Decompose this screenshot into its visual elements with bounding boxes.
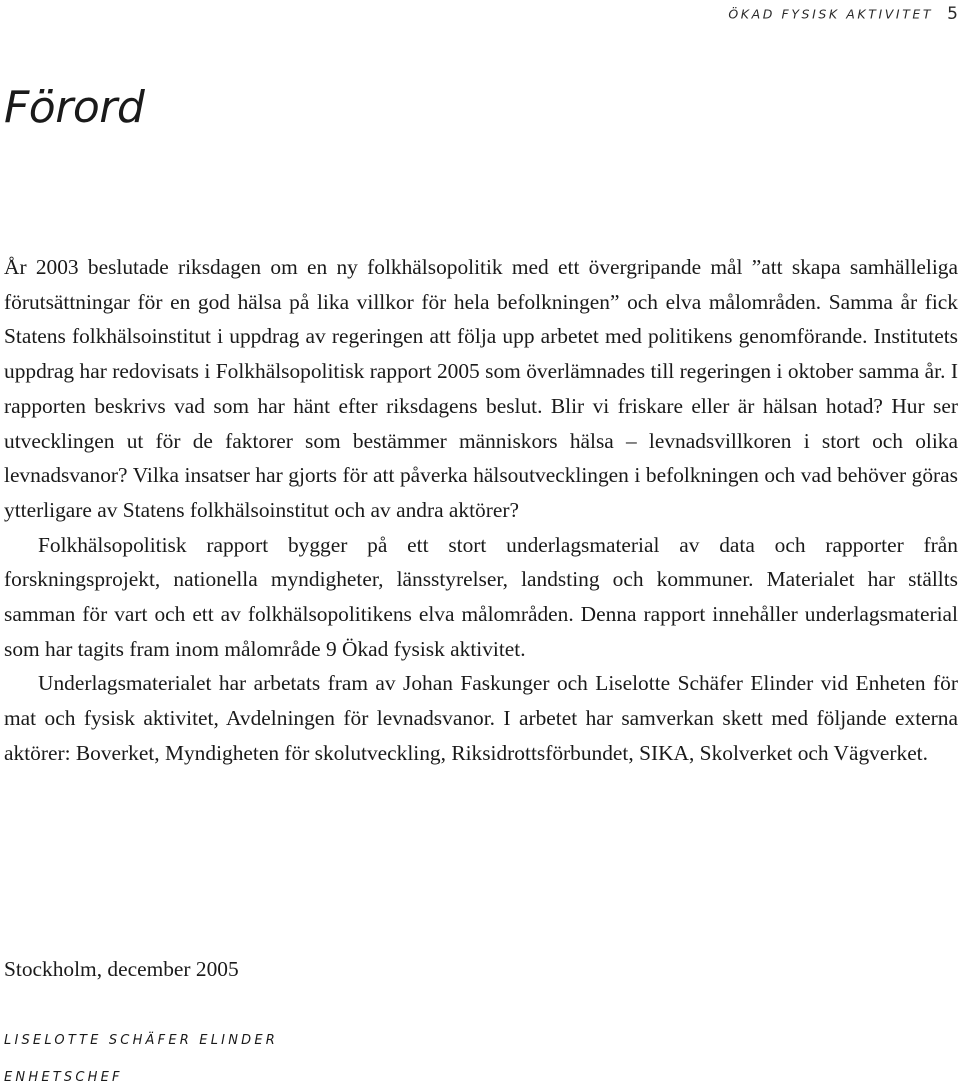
paragraph-1: År 2003 beslutade riksdagen om en ny folkhälsopolitik med ett övergripande mål ”att skapa samhälleliga förutsättningar för en god hälsa på lika villkor för hela befolkningen” och elva målområden. Samma år fick Statens folkhälsoinstitut i uppdrag av regeringen att följa upp arbetet med politikens genomförande. Institutets uppdrag har redovisats i Folkhälsopolitisk rapport 2005 som överlämnades till regeringen i oktober samma år. I rapporten beskrivs vad som har hänt efter riksdagens beslut. Blir vi friskare eller är hälsan hotad? Hur ser utvecklingen ut för de faktorer som bestämmer människors hälsa – levnadsvillkoren i stort och olika levnadsvanor? Vilka insatser har gjorts för att påverka hälsoutvecklingen i befolkningen och vad behöver göras ytterligare av Statens folkhälsoinstitut och av andra aktörer? xyxy=(4,255,958,522)
signature-role: ENHETSCHEF xyxy=(4,1070,123,1085)
paragraph-3: Underlagsmaterialet har arbetats fram av Johan Faskunger och Liselotte Schäfer Elinder vid Enheten för mat och fysisk aktivitet, Avdelningen för levnadsvanor. I arbetet har samverkan skett med följande externa aktörer: Boverket, Myndigheten för skolutveckling, Riksidrottsförbundet, SIKA, Skolverket och Vägverket. xyxy=(4,671,958,765)
running-header xyxy=(0,4,960,24)
paragraph-2: Folkhälsopolitisk rapport bygger på ett stort underlagsmaterial av data och rapporter från forskningsprojekt, nationella myndigheter, länsstyrelser, landsting och kommuner. Materialet har ställts samman för vart och ett av folkhälsopolitikens elva målområden. Denna rapport innehåller underlagsmaterial som har tagits fram inom målområde 9 Ökad fysisk aktivitet. xyxy=(4,532,958,661)
place-date: Stockholm, december 2005 xyxy=(4,957,239,981)
running-title: ÖKAD FYSISK AKTIVITET xyxy=(728,6,934,22)
page-title: Förord xyxy=(4,82,145,133)
signature-name: LISELOTTE SCHÄFER ELINDER xyxy=(4,1033,278,1048)
page-number: 5 xyxy=(947,4,958,24)
body-text xyxy=(4,250,958,771)
